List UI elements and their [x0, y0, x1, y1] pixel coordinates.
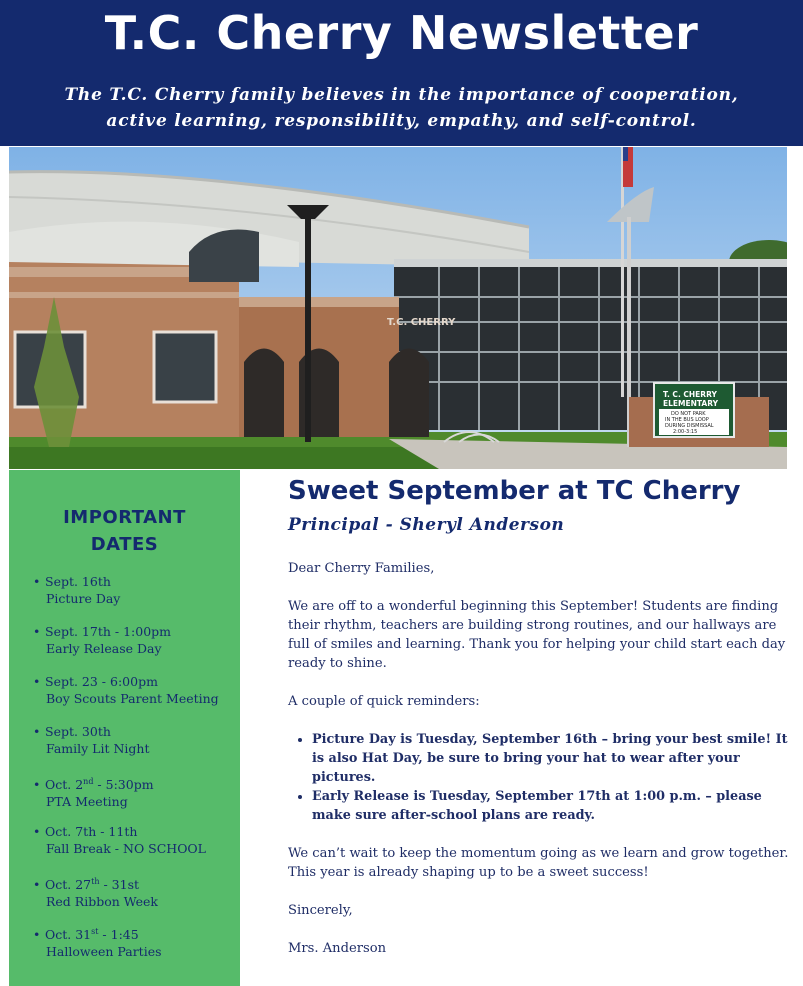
principal-letter [288, 559, 792, 977]
date-item [33, 723, 243, 757]
bullet-icon: • [33, 877, 41, 893]
date-item [33, 773, 243, 810]
marquee-message-3: DURING DISMISSAL [665, 423, 714, 429]
date-label: Picture Day [46, 591, 121, 606]
bullet-icon: • [33, 927, 41, 943]
date-item [33, 923, 243, 960]
bullet-icon: • [33, 674, 41, 689]
letter-signature: Mrs. Anderson [288, 941, 387, 956]
bullet-icon: • [33, 724, 41, 739]
date-item [33, 573, 243, 607]
building-sign-text: T.C. CHERRY [387, 317, 456, 328]
date-label: Halloween Parties [46, 944, 162, 960]
heading-line-1: IMPORTANT [63, 507, 186, 528]
date-label: Red Ribbon Week [46, 894, 158, 910]
date-text: Sept. 30th [45, 724, 111, 739]
date-label: Boy Scouts Parent Meeting [46, 691, 219, 706]
date-label: Family Lit Night [46, 741, 150, 756]
date-superscript: th [91, 877, 100, 886]
date-item [33, 823, 243, 857]
marquee-name-line1: T. C. CHERRY [663, 390, 717, 399]
motto-line-2: active learning, responsibility, empathy, and self-control. [106, 111, 697, 131]
date-text: Sept. 16th [45, 574, 111, 589]
reminders-intro: A couple of quick reminders: [288, 694, 480, 709]
marquee-message-4: 2:00-3:15 [673, 429, 698, 435]
reminder-item: • Picture Day is Tuesday, September 16th – bring your best smile! It is also Hat Day, be sure to bring your hat to wear after your pictures. [312, 730, 792, 787]
reminder-item: • Early Release is Tuesday, September 17th at 1:00 p.m. – please make sure after-school plans are ready. [312, 787, 792, 825]
bullet-icon: • [33, 777, 41, 793]
date-superscript: st [91, 927, 99, 936]
newsletter-header [0, 0, 803, 146]
motto-line-1: The T.C. Cherry family believes in the importance of cooperation, [64, 85, 739, 105]
bullet-icon: • [33, 824, 41, 839]
marquee-message-2: IN THE BUS LOOP [665, 417, 709, 423]
date-text: Sept. 23 - 6:00pm [45, 674, 158, 689]
date-text-rest: - 31st [99, 877, 140, 893]
date-text-rest: - 1:45 [98, 927, 139, 943]
date-text: Oct. 27 [45, 877, 92, 893]
marquee-message-1: DO NOT PARK [671, 411, 706, 417]
important-dates-heading [9, 504, 240, 558]
heading-line-2: DATES [90, 534, 159, 555]
marquee-name-line2: ELEMENTARY [663, 399, 719, 408]
date-label: Early Release Day [46, 641, 162, 656]
school-building-photo [9, 147, 787, 469]
newsletter-title: T.C. Cherry Newsletter [104, 6, 699, 60]
letter-greeting: Dear Cherry Families, [288, 561, 435, 576]
date-label: PTA Meeting [46, 794, 128, 810]
school-motto [0, 82, 803, 134]
date-text: Oct. 7th - 11th [45, 824, 138, 839]
date-item [33, 673, 243, 707]
article-title: Sweet September at TC Cherry [288, 476, 741, 506]
article-byline: Principal - Sheryl Anderson [288, 515, 565, 535]
bullet-icon: • [33, 624, 41, 639]
date-text: Sept. 17th - 1:00pm [45, 624, 172, 639]
date-item [33, 873, 243, 910]
date-superscript: nd [83, 777, 94, 786]
letter-paragraph-1: We are off to a wonderful beginning this September! Students are finding their rhythm, teachers are building strong routines, and our hallways are full of smiles and learning. Thank you for helping your child start each day ready to shine. [288, 599, 786, 671]
important-dates-sidebar [9, 470, 240, 986]
date-label: Fall Break - NO SCHOOL [46, 841, 206, 856]
letter-paragraph-2: We can’t wait to keep the momentum going as we learn and grow together. This year is already shaping up to be a sweet success! [288, 846, 789, 880]
bullet-icon: • [33, 574, 41, 589]
date-text: Oct. 2 [45, 777, 84, 793]
letter-closing: Sincerely, [288, 903, 353, 918]
date-item [33, 623, 243, 657]
date-text-rest: - 5:30pm [93, 777, 154, 793]
date-text: Oct. 31 [45, 927, 92, 943]
reminders-list [288, 730, 792, 825]
